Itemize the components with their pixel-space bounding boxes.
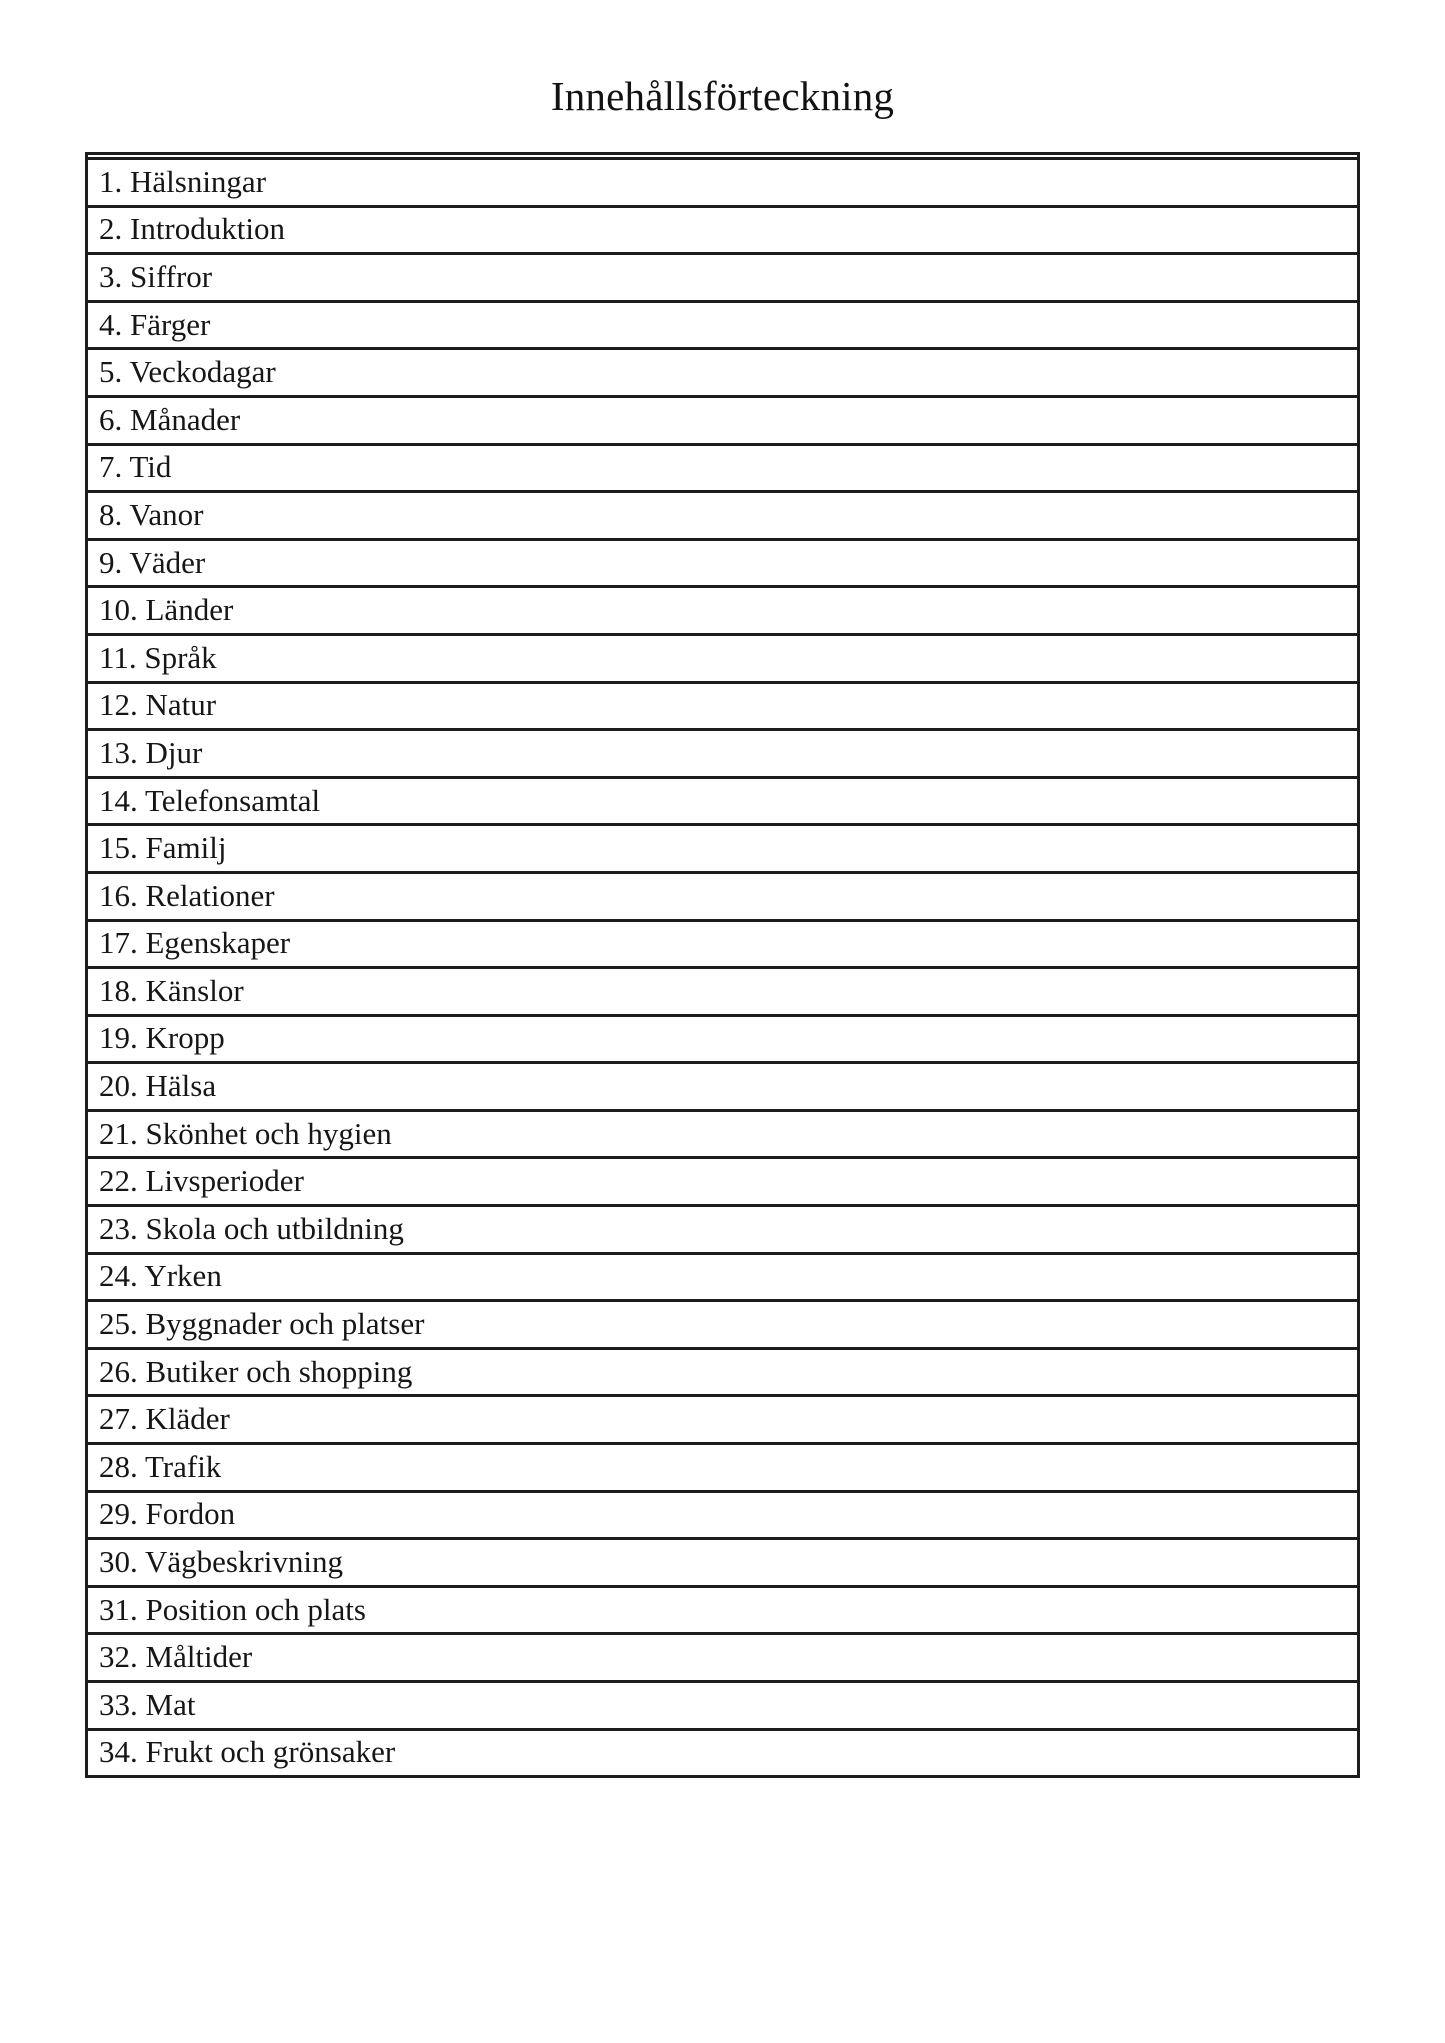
toc-row: [88, 157, 1357, 203]
toc-body: [88, 157, 1357, 1773]
toc-entry: 28. Trafik: [88, 1442, 1357, 1488]
toc-table: [85, 152, 1360, 1778]
toc-row: [88, 1490, 1357, 1536]
toc-entry: 7. Tid: [88, 443, 1357, 489]
toc-row: [88, 776, 1357, 822]
toc-row: [88, 1109, 1357, 1155]
toc-row: [88, 728, 1357, 774]
toc-entry: 24. Yrken: [88, 1252, 1357, 1298]
toc-entry: 5. Veckodagar: [88, 347, 1357, 393]
toc-entry: 33. Mat: [88, 1680, 1357, 1726]
toc-row: [88, 681, 1357, 727]
toc-row: [88, 300, 1357, 346]
toc-row: [88, 1347, 1357, 1393]
toc-entry: 1. Hälsningar: [88, 157, 1357, 203]
toc-entry: 16. Relationer: [88, 871, 1357, 917]
toc-entry: 12. Natur: [88, 681, 1357, 727]
toc-row: [88, 1728, 1357, 1774]
toc-entry: 3. Siffror: [88, 252, 1357, 298]
toc-row: [88, 633, 1357, 679]
toc-row: [88, 1394, 1357, 1440]
toc-entry: 13. Djur: [88, 728, 1357, 774]
toc-row: [88, 1014, 1357, 1060]
toc-row: [88, 1299, 1357, 1345]
toc-row: [88, 490, 1357, 536]
toc-entry: 34. Frukt och grönsaker: [88, 1728, 1357, 1774]
toc-entry: 14. Telefonsamtal: [88, 776, 1357, 822]
toc-row: [88, 205, 1357, 251]
toc-row: [88, 1585, 1357, 1631]
toc-row: [88, 1442, 1357, 1488]
toc-entry: 19. Kropp: [88, 1014, 1357, 1060]
toc-row: [88, 919, 1357, 965]
toc-entry: 11. Språk: [88, 633, 1357, 679]
toc-entry: 15. Familj: [88, 823, 1357, 869]
toc-entry: 31. Position och plats: [88, 1585, 1357, 1631]
toc-row: [88, 1632, 1357, 1678]
toc-entry: 25. Byggnader och platser: [88, 1299, 1357, 1345]
toc-entry: 29. Fordon: [88, 1490, 1357, 1536]
toc-entry: 6. Månader: [88, 395, 1357, 441]
toc-entry: 20. Hälsa: [88, 1061, 1357, 1107]
toc-entry: 27. Kläder: [88, 1394, 1357, 1440]
toc-row: [88, 1204, 1357, 1250]
toc-row: [88, 538, 1357, 584]
toc-entry: 17. Egenskaper: [88, 919, 1357, 965]
toc-row: [88, 1680, 1357, 1726]
toc-entry: 10. Länder: [88, 585, 1357, 631]
toc-row: [88, 823, 1357, 869]
toc-row: [88, 395, 1357, 441]
toc-row: [88, 1061, 1357, 1107]
toc-entry: 21. Skönhet och hygien: [88, 1109, 1357, 1155]
toc-entry: 23. Skola och utbildning: [88, 1204, 1357, 1250]
toc-row: [88, 1156, 1357, 1202]
toc-row: [88, 1252, 1357, 1298]
toc-entry: 26. Butiker och shopping: [88, 1347, 1357, 1393]
toc-entry: 8. Vanor: [88, 490, 1357, 536]
toc-row: [88, 585, 1357, 631]
toc-entry: 2. Introduktion: [88, 205, 1357, 251]
toc-row: [88, 966, 1357, 1012]
toc-entry: 18. Känslor: [88, 966, 1357, 1012]
toc-row: [88, 871, 1357, 917]
toc-row: [88, 252, 1357, 298]
toc-entry: 9. Väder: [88, 538, 1357, 584]
toc-row: [88, 347, 1357, 393]
toc-entry: 32. Måltider: [88, 1632, 1357, 1678]
page-title: Innehållsförteckning: [550, 73, 895, 119]
toc-entry: 30. Vägbeskrivning: [88, 1537, 1357, 1583]
toc-row: [88, 443, 1357, 489]
toc-entry: 22. Livsperioder: [88, 1156, 1357, 1202]
toc-row: [88, 1537, 1357, 1583]
toc-entry: 4. Färger: [88, 300, 1357, 346]
